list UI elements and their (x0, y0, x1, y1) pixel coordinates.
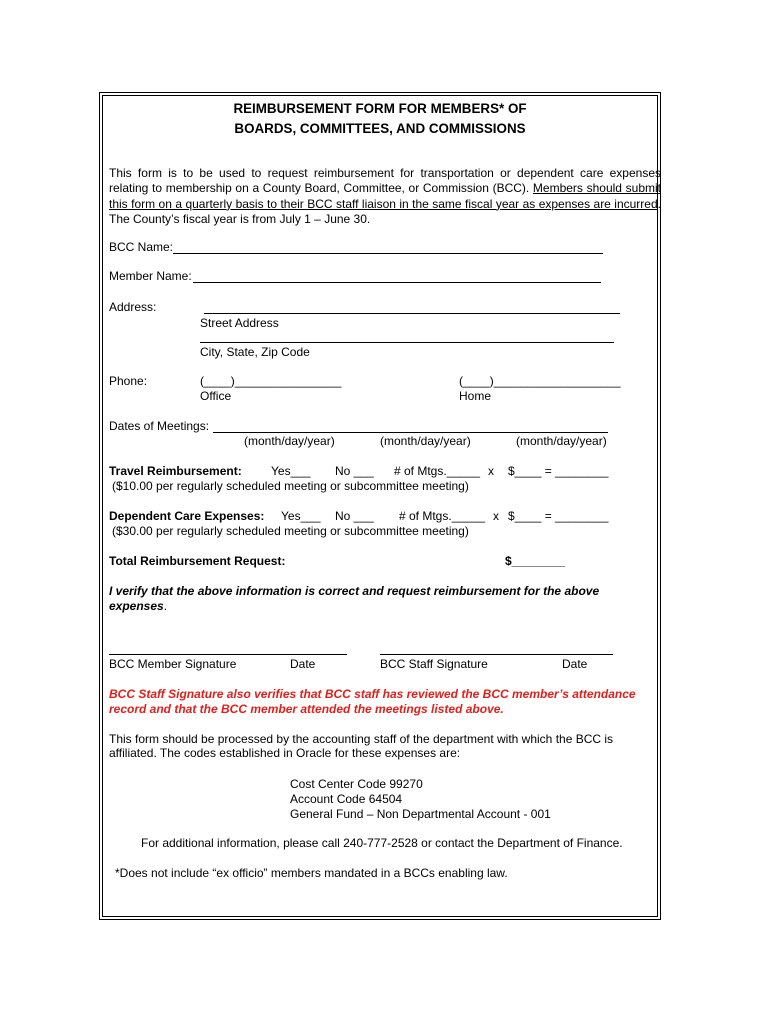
phone-label: Phone: (109, 374, 148, 388)
address-label: Address: (109, 300, 157, 314)
dependent-multiply-sign: x (493, 509, 499, 523)
member-signature-caption: BCC Member Signature (109, 657, 237, 671)
total-reimbursement-field[interactable]: $________ (505, 554, 566, 568)
travel-reimbursement-label: Travel Reimbursement: (109, 464, 242, 478)
date-format-caption-1: (month/day/year) (244, 434, 335, 448)
form-title-line-1: REIMBURSEMENT FORM FOR MEMBERS* OF (233, 101, 527, 116)
intro-paragraph (109, 166, 661, 227)
member-signature-line[interactable] (109, 654, 347, 655)
travel-yes-field[interactable]: Yes___ (271, 464, 311, 478)
dependent-meetings-count-field[interactable]: # of Mtgs._____ (399, 509, 486, 523)
staff-verification-note-line-1: BCC Staff Signature also verifies that BCC staff has reviewed the BCC member’s attendance (109, 687, 636, 701)
city-state-zip-field[interactable] (200, 342, 614, 343)
date-format-caption-3: (month/day/year) (516, 434, 607, 448)
travel-amount-field[interactable]: $____ = ________ (508, 464, 609, 478)
office-phone-field[interactable]: (____)________________ (200, 374, 342, 388)
street-address-caption: Street Address (200, 316, 279, 330)
bcc-name-label: BCC Name: (109, 240, 174, 254)
verify-statement-period: . (163, 599, 168, 613)
processing-note-line-2: affiliated. The codes established in Oracle for these expenses are: (109, 746, 461, 760)
staff-signature-date-caption: Date (562, 657, 588, 671)
verify-statement-line-1: I verify that the above information is correct and request reimbursement for the above (109, 584, 600, 598)
travel-meetings-count-field[interactable]: # of Mtgs._____ (394, 464, 481, 478)
dependent-yes-field[interactable]: Yes___ (281, 509, 321, 523)
staff-signature-line[interactable] (380, 654, 613, 655)
general-fund-code: General Fund – Non Departmental Account - 001 (290, 807, 551, 821)
intro-fiscal-year-text: . The County’s fiscal year is from July 1 – June 30. (109, 196, 661, 226)
bcc-name-field[interactable] (173, 253, 603, 254)
dependent-no-field[interactable]: No ___ (335, 509, 374, 523)
cost-center-code: Cost Center Code 99270 (290, 777, 423, 791)
travel-rate-note: ($10.00 per regularly scheduled meeting or subcommittee meeting) (112, 479, 469, 493)
dates-of-meetings-field[interactable] (213, 432, 608, 433)
date-format-caption-2: (month/day/year) (380, 434, 471, 448)
travel-multiply-sign: x (488, 464, 494, 478)
home-phone-caption: Home (459, 389, 492, 403)
total-reimbursement-label: Total Reimbursement Request: (109, 554, 286, 568)
member-name-field[interactable] (193, 282, 601, 283)
home-phone-field[interactable]: (____)___________________ (459, 374, 621, 388)
processing-note-line-1: This form should be processed by the accounting staff of the department with which the BCC is (109, 732, 614, 746)
city-state-zip-caption: City, State, Zip Code (200, 345, 310, 359)
travel-no-field[interactable]: No ___ (335, 464, 374, 478)
form-title-line-2: BOARDS, COMMITTEES, AND COMMISSIONS (234, 121, 526, 136)
staff-signature-caption: BCC Staff Signature (380, 657, 488, 671)
member-signature-date-caption: Date (290, 657, 316, 671)
office-phone-caption: Office (200, 389, 232, 403)
verify-statement-line-2: expenses (109, 599, 164, 613)
dependent-rate-note: ($30.00 per regularly scheduled meeting or subcommittee meeting) (112, 524, 469, 538)
intro-text: This form is to be used to request reimbursement for transportation or dependent care expenses relating to membership on a County Board, Committee, or Commission (BCC). (109, 166, 661, 196)
dependent-amount-field[interactable]: $____ = ________ (508, 509, 609, 523)
member-name-label: Member Name: (109, 269, 192, 283)
dependent-care-label: Dependent Care Expenses: (109, 509, 265, 523)
dates-of-meetings-label: Dates of Meetings: (109, 419, 210, 433)
account-code: Account Code 64504 (290, 792, 403, 806)
ex-officio-footnote: *Does not include “ex officio” members mandated in a BCCs enabling law. (115, 866, 508, 880)
contact-information: For additional information, please call 240-777-2528 or contact the Department of Finance. (141, 836, 623, 850)
street-address-field[interactable] (204, 313, 620, 314)
intro-underlined-text: Members should submit this form on a quarterly basis to their BCC staff liaison in the same fiscal year as expenses are incurred (109, 181, 661, 211)
staff-verification-note-line-2: record and that the BCC member attended the meetings listed above. (109, 702, 504, 716)
